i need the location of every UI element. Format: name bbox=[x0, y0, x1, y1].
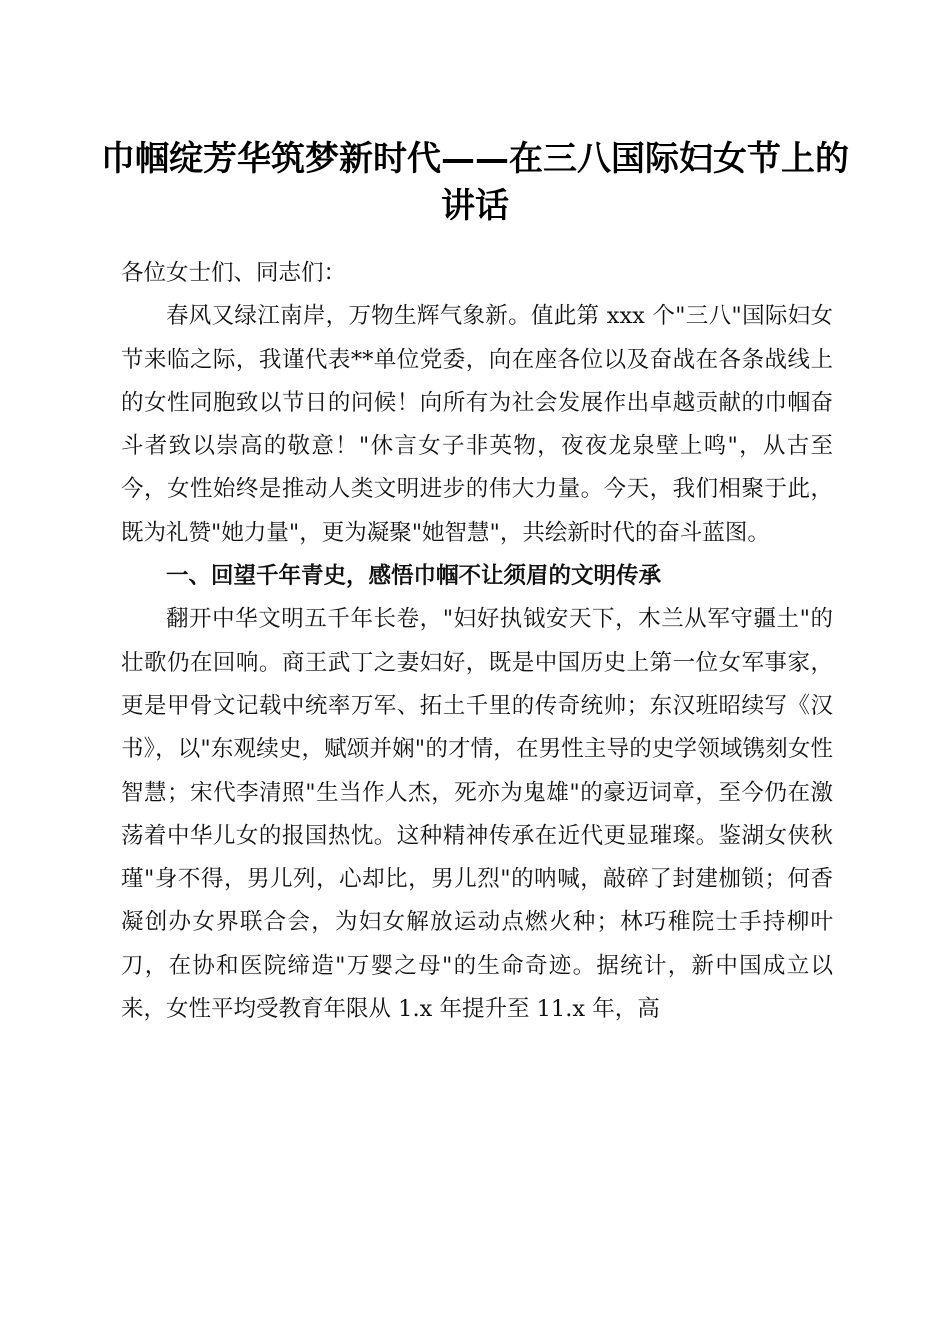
document-body bbox=[121, 252, 833, 1031]
section-heading-1: 一、回望千年青史，感悟巾帼不让须眉的文明传承 bbox=[166, 563, 662, 590]
section-1-paragraph: 翻开中华文明五千年长卷，"妇好执钺安天下，木兰从军守疆土"的壮歌仍在回响。商王武丁之妻妇好，既是中国历史上第一位女军事家，更是甲骨文记载中统率万军、拓土千里的传奇统帅；东汉班昭续写《汉书》，以"东观续史，赋颂并娴"的才情，在男性主导的史学领域镌刻女性智慧；宋代李清照"生当作人杰，死亦为鬼雄"的豪迈词章，至今仍在激荡着中华儿女的报国热忱。这种精神传承在近代更显璀璨。鉴湖女侠秋瑾"身不得，男儿列，心却比，男儿烈"的呐喊，敲碎了封建枷锁；何香凝创办女界联合会，为妇女解放运动点燃火种；林巧稚院士手持柳叶刀，在协和医院缔造"万婴之母"的生命奇迹。据统计，新中国成立以来，女性平均受教育年限从 1.x 年提升至 11.x 年，高 bbox=[121, 606, 833, 1023]
document-title: 巾帼绽芳华筑梦新时代——在三八国际妇女节上的讲话 bbox=[101, 139, 849, 226]
salutation: 各位女士们、同志们： bbox=[121, 260, 347, 286]
intro-paragraph: 春风又绿江南岸，万物生辉气象新。值此第 xxx 个"三八"国际妇女节来临之际，我谨代表**单位党委，向在座各位以及奋战在各条战线上的女性同胞致以节日的问候！向所有为社会发展作出卓越贡献的巾帼奋斗者致以崇高的敬意！"休言女子非英物，夜夜龙泉壁上鸣"，从古至今，女性始终是推动人类文明进步的伟大力量。今天，我们相聚于此，既为礼赞"她力量"，更为凝聚"她智慧"，共绘新时代的奋斗蓝图。 bbox=[121, 303, 833, 546]
